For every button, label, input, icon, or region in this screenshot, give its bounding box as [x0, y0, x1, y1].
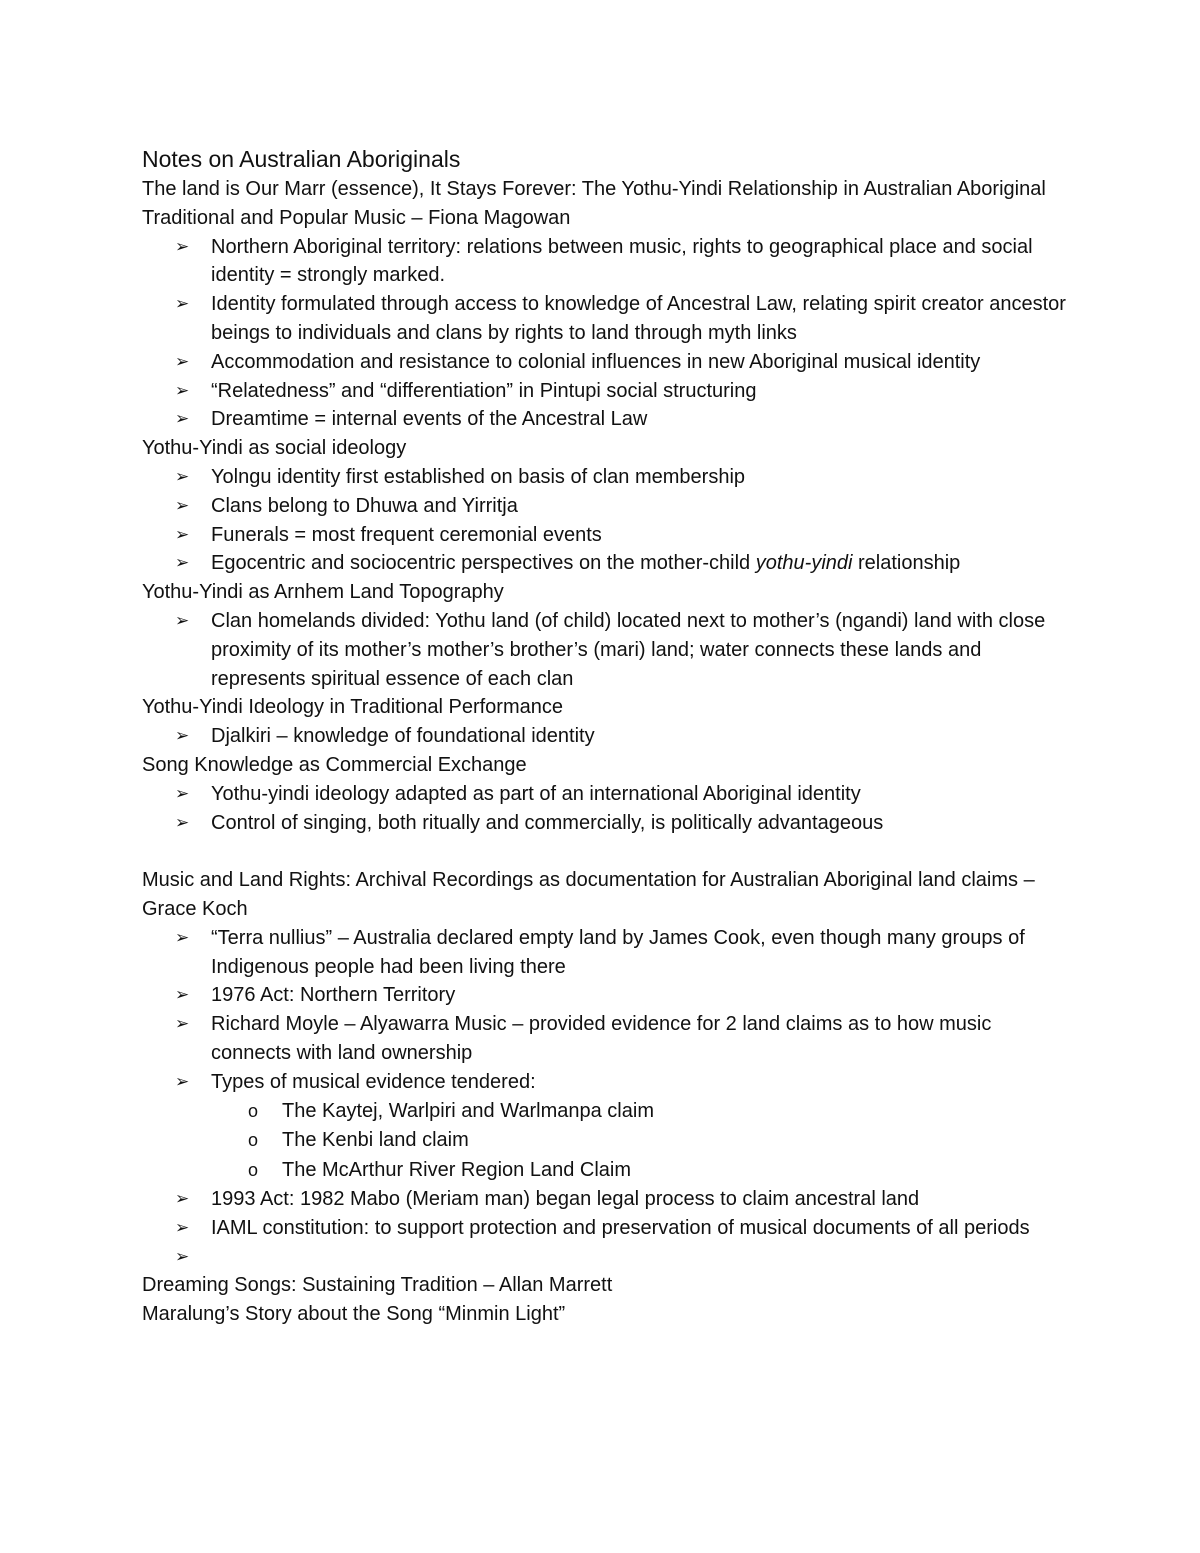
list-item: ➢ Funerals = most frequent ceremonial events [142, 521, 1072, 550]
list-item: ➢ Yolngu identity first established on basis of clan membership [142, 463, 1072, 492]
list-item: ➢ Richard Moyle – Alyawarra Music – provided evidence for 2 land claims as to how music connects with land ownership [142, 1010, 1072, 1068]
article-3-subheading: Maralung’s Story about the Song “Minmin Light” [142, 1303, 566, 1326]
arrowhead-bullet-icon: ➢ [175, 553, 190, 573]
sub-list-item: o The Kenbi land claim [142, 1126, 1072, 1156]
arrowhead-bullet-icon: ➢ [175, 236, 190, 256]
list-item: ➢ Yothu-yindi ideology adapted as part of an international Aboriginal identity [142, 780, 1072, 809]
arrowhead-bullet-icon: ➢ [175, 726, 190, 746]
arrowhead-bullet-icon: ➢ [175, 1217, 190, 1237]
list-item: ➢ 1976 Act: Northern Territory [142, 981, 1072, 1010]
list-item: ➢ “Terra nullius” – Australia declared empty land by James Cook, even though many groups of Indigenous people had been living there [142, 924, 1072, 982]
section-heading-commercial-exchange: Song Knowledge as Commercial Exchange [142, 753, 527, 776]
section-heading-traditional-performance: Yothu-Yindi Ideology in Traditional Performance [142, 696, 563, 719]
sub-list-item: o The McArthur River Region Land Claim [142, 1156, 1072, 1186]
circle-bullet-icon: o [248, 1130, 259, 1150]
section-heading-topography: Yothu-Yindi as Arnhem Land Topography [142, 581, 504, 604]
circle-bullet-icon: o [248, 1100, 259, 1121]
list-item: ➢ Djalkiri – knowledge of foundational identity [142, 722, 1072, 751]
article-2-heading: Music and Land Rights: Archival Recordings as documentation for Australian Aboriginal land claims – Grace Koch [142, 869, 1035, 920]
circle-bullet-icon: o [248, 1159, 259, 1180]
list-item: ➢ Clan homelands divided: Yothu land (of child) located next to mother’s (ngandi) land with close proximity of its mother’s mother’s brother’s (mari) land; water connects these lands and represents spiritual essence of each clan [142, 607, 1072, 693]
arrowhead-bullet-icon: ➢ [175, 985, 190, 1005]
arrowhead-bullet-icon: ➢ [175, 466, 190, 486]
article-3-heading: Dreaming Songs: Sustaining Tradition – Allan Marrett [142, 1274, 613, 1297]
arrowhead-bullet-icon: ➢ [175, 409, 190, 429]
arrowhead-bullet-icon: ➢ [175, 351, 190, 371]
arrowhead-bullet-icon: ➢ [175, 812, 190, 832]
document-title: Notes on Australian Aboriginals [142, 146, 461, 172]
arrowhead-bullet-icon: ➢ [175, 524, 190, 544]
document-page [142, 143, 1072, 1329]
arrowhead-bullet-icon: ➢ [175, 927, 190, 947]
arrowhead-bullet-icon: ➢ [175, 610, 190, 630]
arrowhead-bullet-icon: ➢ [175, 1189, 190, 1208]
arrowhead-bullet-icon: ➢ [175, 1014, 190, 1034]
list-item: ➢ Egocentric and sociocentric perspectives on the mother-child yothu-yindi relationship [142, 549, 1072, 578]
arrowhead-bullet-icon: ➢ [175, 495, 190, 515]
list-item: ➢ Identity formulated through access to knowledge of Ancestral Law, relating spirit creator ancestor beings to individuals and clans by rights to land through myth links [142, 290, 1072, 348]
section-heading-social-ideology: Yothu-Yindi as social ideology [142, 437, 407, 460]
list-item-empty [142, 1243, 1072, 1272]
article-1-heading: The land is Our Marr (essence), It Stays Forever: The Yothu-Yindi Relationship in Australian Aboriginal Traditional and Popular Music – Fiona Magowan [142, 178, 1046, 229]
list-item: ➢ “Relatedness” and “differentiation” in Pintupi social structuring [142, 377, 1072, 406]
blank-line [142, 837, 1072, 866]
list-item: ➢ Accommodation and resistance to colonial influences in new Aboriginal musical identity [142, 348, 1072, 377]
arrowhead-bullet-icon: ➢ [175, 380, 190, 400]
list-item: ➢ Northern Aboriginal territory: relations between music, rights to geographical place and social identity = strongly marked. [142, 233, 1072, 291]
list-item: ➢ Dreamtime = internal events of the Ancestral Law [142, 405, 1072, 434]
list-item: ➢ Control of singing, both ritually and commercially, is politically advantageous [142, 809, 1072, 838]
arrowhead-bullet-icon: ➢ [175, 783, 190, 803]
list-item: ➢ Clans belong to Dhuwa and Yirritja [142, 492, 1072, 521]
sub-list-item: o The Kaytej, Warlpiri and Warlmanpa claim [142, 1097, 1072, 1127]
arrowhead-bullet-icon: ➢ [175, 1246, 190, 1266]
arrowhead-bullet-icon: ➢ [175, 294, 190, 314]
list-item: ➢ 1993 Act: 1982 Mabo (Meriam man) began legal process to claim ancestral land [142, 1185, 1072, 1214]
list-item: ➢ IAML constitution: to support protection and preservation of musical documents of all periods [142, 1214, 1072, 1243]
list-item: ➢ Types of musical evidence tendered: [142, 1068, 1072, 1097]
arrowhead-bullet-icon: ➢ [175, 1071, 190, 1091]
